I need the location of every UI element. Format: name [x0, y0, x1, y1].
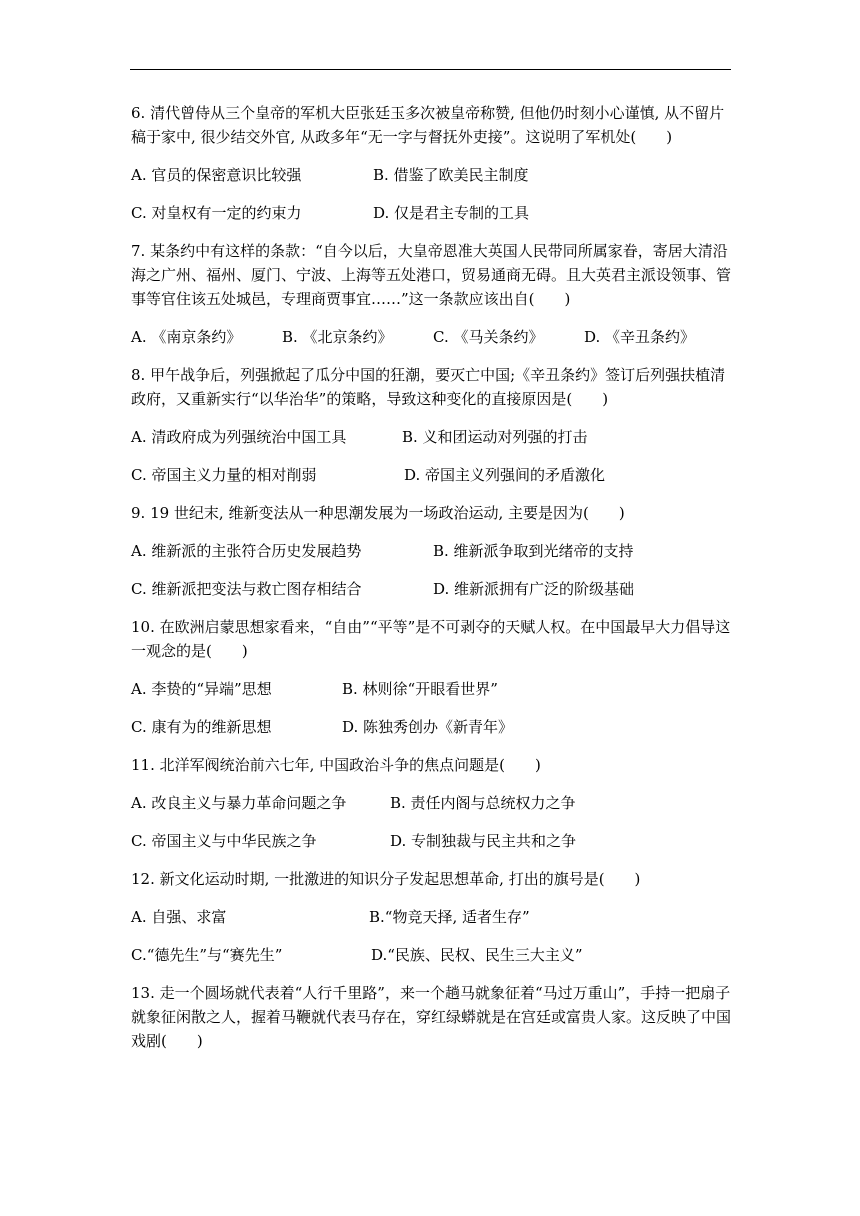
- option-b: B. 借鉴了欧美民主制度: [373, 166, 529, 184]
- question-stem: 7. 某条约中有这样的条款：“自今以后，大皇帝恩准大英国人民带同所属家眷，寄居大清沿海之广州、福州、厦门、宁波、上海等五处港口，贸易通商无碍。且大英君主派设领事、管事等官住该五处城邑，专理商贾事宜……”这一条款应该出自( ): [131, 242, 732, 308]
- option-row: [131, 577, 731, 601]
- option-c: C. 帝国主义力量的相对削弱: [131, 466, 317, 484]
- question-9: [131, 501, 731, 601]
- option-row: [131, 715, 731, 739]
- option-a: A. 维新派的主张符合历史发展趋势: [131, 542, 362, 560]
- question-stem: 10. 在欧洲启蒙思想家看来，“自由”“平等”是不可剥夺的天赋人权。在中国最早大力倡导这一观念的是( ): [131, 618, 731, 660]
- option-a: A. 李贽的“异端”思想: [131, 680, 272, 698]
- question-stem: 6. 清代曾侍从三个皇帝的军机大臣张廷玉多次被皇帝称赞, 但他仍时刻小心谨慎, 从不留片稿于家中, 很少结交外官, 从政多年“无一字与督抚外吏接”。这说明了军机处( ): [131, 104, 725, 146]
- option-c: C. 对皇权有一定的约束力: [131, 204, 302, 222]
- option-c: C.“德先生”与“赛先生”: [131, 946, 283, 964]
- option-b: B. 林则徐“开眼看世界”: [342, 680, 498, 698]
- option-d: D. 维新派拥有广泛的阶级基础: [433, 580, 635, 598]
- option-row: [131, 201, 731, 225]
- option-row: [131, 163, 731, 187]
- question-list: [131, 101, 731, 1067]
- question-stem: 8. 甲午战争后，列强掀起了瓜分中国的狂潮，要灭亡中国;《辛丑条约》签订后列强扶植清政府，又重新实行“以华治华”的策略，导致这种变化的直接原因是( ): [131, 366, 726, 408]
- option-row: [131, 905, 731, 929]
- option-d: D. 陈独秀创办《新青年》: [342, 718, 514, 736]
- option-c: C. 帝国主义与中华民族之争: [131, 832, 317, 850]
- option-d: D. 专制独裁与民主共和之争: [390, 832, 577, 850]
- question-11: [131, 753, 731, 853]
- option-a: A. 《南京条约》: [131, 328, 242, 346]
- option-a: A. 清政府成为列强统治中国工具: [131, 428, 347, 446]
- option-a: A. 自强、求富: [131, 908, 227, 926]
- option-a: A. 官员的保密意识比较强: [131, 166, 302, 184]
- option-row: [131, 829, 731, 853]
- option-b: B. 义和团运动对列强的打击: [402, 428, 588, 446]
- question-6: [131, 101, 731, 225]
- option-row: [131, 677, 731, 701]
- question-13: [131, 981, 731, 1053]
- option-a: A. 改良主义与暴力革命问题之争: [131, 794, 347, 812]
- question-7: [131, 239, 731, 349]
- option-d: D. 帝国主义列强间的矛盾激化: [404, 466, 606, 484]
- option-c: C. 康有为的维新思想: [131, 718, 272, 736]
- option-row: [131, 463, 731, 487]
- question-8: [131, 363, 731, 487]
- question-stem: 13. 走一个圆场就代表着“人行千里路”，来一个趟马就象征着“马过万重山”，手持一把扇子就象征闲散之人，握着马鞭就代表马存在，穿红绿蟒就是在宫廷或富贵人家。这反映了中国戏剧( ): [131, 984, 732, 1050]
- question-10: [131, 615, 731, 739]
- question-12: [131, 867, 731, 967]
- header-rule: [130, 69, 731, 70]
- option-row: [131, 539, 731, 563]
- question-stem: 12. 新文化运动时期, 一批激进的知识分子发起思想革命, 打出的旗号是( ): [131, 870, 641, 888]
- option-c: C. 维新派把变法与救亡图存相结合: [131, 580, 362, 598]
- question-stem: 11. 北洋军阀统治前六七年, 中国政治斗争的焦点问题是( ): [131, 756, 541, 774]
- option-row: [131, 425, 731, 449]
- option-row: [131, 325, 731, 349]
- option-d: D. 仅是君主专制的工具: [373, 204, 530, 222]
- option-row: [131, 791, 731, 815]
- option-row: [131, 943, 731, 967]
- option-b: B. 《北京条约》: [282, 328, 393, 346]
- option-d: D. 《辛丑条约》: [584, 328, 696, 346]
- option-b: B.“物竞天择, 适者生存”: [369, 908, 530, 926]
- option-c: C. 《马关条约》: [433, 328, 544, 346]
- option-b: B. 责任内阁与总统权力之争: [390, 794, 576, 812]
- question-stem: 9. 19 世纪末, 维新变法从一种思潮发展为一场政治运动, 主要是因为( ): [131, 504, 625, 522]
- option-d: D.“民族、民权、民生三大主义”: [371, 946, 583, 964]
- option-b: B. 维新派争取到光绪帝的支持: [433, 542, 634, 560]
